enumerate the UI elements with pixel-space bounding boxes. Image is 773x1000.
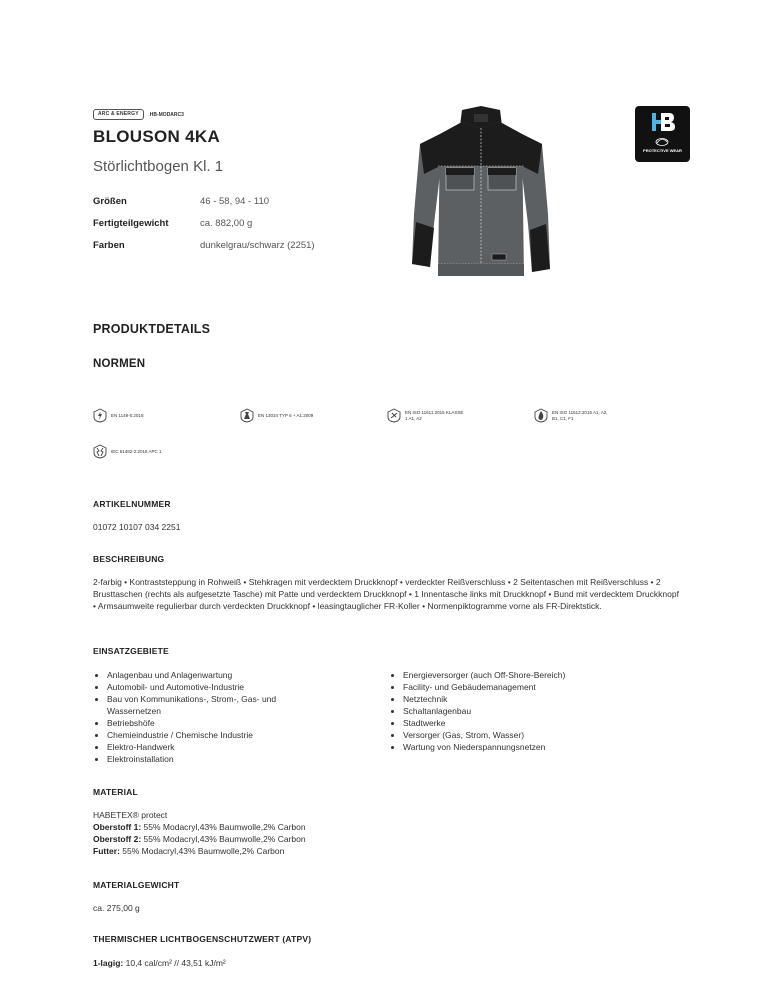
category-badge: ARC & ENERGY: [93, 109, 144, 120]
norm-item: [534, 408, 612, 423]
product-title: BLOUSON 4KA: [93, 127, 221, 146]
list-item: • Netztechnik: [403, 693, 679, 705]
material-line: [93, 845, 306, 857]
header-tags: [93, 109, 184, 120]
flame-protection-icon: [534, 408, 548, 423]
spec-table: [93, 196, 315, 262]
spec-label: Größen: [93, 196, 127, 207]
spec-row-weight: [93, 218, 315, 240]
static-electricity-icon: [93, 408, 107, 423]
welding-protection-icon: [387, 408, 401, 423]
list-item: • Energieversorger (auch Off-Shore-Bereich): [403, 669, 679, 681]
article-title: ARTIKELNUMMER: [93, 499, 171, 509]
list-item: • Elektro-Handwerk: [107, 741, 383, 753]
list-item: • Versorger (Gas, Strom, Wasser): [403, 729, 679, 741]
norm-label: EN ISO 11611:2015 KLASSE 1 A1, A2: [405, 409, 464, 421]
material-brand: HABETEX® protect: [93, 810, 168, 820]
hb-logo-icon: [635, 106, 690, 162]
spec-value: ca. 882,00 g: [200, 218, 253, 229]
usage-title: EINSATZGEBIETE: [93, 646, 169, 656]
material-line: [93, 821, 306, 833]
article-number: 01072 10107 034 2251: [93, 522, 181, 532]
description-title: BESCHREIBUNG: [93, 554, 165, 564]
atpv-line: [93, 957, 226, 969]
material-title: MATERIAL: [93, 787, 138, 797]
spec-row-colors: [93, 240, 315, 262]
product-code: HB-MODARC3: [149, 111, 184, 118]
material-label: Oberstoff 2:: [93, 834, 142, 844]
spec-label: Fertigteilgewicht: [93, 218, 169, 229]
usage-list-left: [93, 669, 383, 765]
spec-label: Farben: [93, 240, 125, 251]
list-item: • Bau von Kommunikations-, Strom-, Gas- und Wassernetzen: [107, 693, 327, 717]
section-title: PRODUKTDETAILS: [93, 322, 211, 336]
norm-item: [93, 444, 171, 459]
material-block: [93, 809, 306, 857]
norms-title: NORMEN: [93, 358, 146, 370]
material-value: 55% Modacryl,43% Baumwolle,2% Carbon: [143, 834, 306, 844]
description-text: 2-farbig • Kontraststeppung in Rohweiß • Stehkragen mit verdecktem Druckknopf • verdeckter Reißverschluss • 2 Seitentaschen mit Reißverschluss • 2 Brusttaschen (rechts als aufgesetzte Tasche) mit Patte und verdecktem Druckknopf • 1 Innentasche links mit Druckknopf • Bund mit verdecktem Druckknopf • Armsaumweite regulierbar durch verdeckten Druckknopf • leasingtauglicher FR-Koller • Normenpiktogramme vorne als FR-Direktstick.: [93, 577, 679, 611]
norm-label: EN 1149-5:2018: [111, 412, 144, 418]
product-image: [410, 104, 552, 282]
list-item: • Schaltanlagenbau: [403, 705, 679, 717]
list-item: • Automobil- und Automotive-Industrie: [107, 681, 383, 693]
atpv-value: 10,4 cal/cm² // 43,51 kJ/m²: [125, 958, 226, 968]
spec-row-sizes: [93, 196, 315, 218]
spec-value: dunkelgrau/schwarz (2251): [200, 240, 315, 251]
norm-item: [387, 408, 465, 423]
material-label: Futter:: [93, 846, 120, 856]
list-item: • Wartung von Niederspannungsnetzen: [403, 741, 679, 753]
product-subtitle: Störlichtbogen Kl. 1: [93, 158, 224, 175]
material-line: [93, 833, 306, 845]
list-item: • Stadtwerke: [403, 717, 679, 729]
norm-label: EN 13034 TYP 6 + A1:2009: [258, 412, 314, 418]
material-value: 55% Modacryl,43% Baumwolle,2% Carbon: [122, 846, 285, 856]
norm-label: IEC 61482-2:2018 APC 1: [111, 448, 162, 454]
material-label: Oberstoff 1:: [93, 822, 142, 832]
material-weight-title: MATERIALGEWICHT: [93, 880, 180, 890]
logo-caption: PROTECTIVE WEAR: [643, 148, 682, 153]
list-item: • Elektroinstallation: [107, 753, 383, 765]
list-item: • Chemieindustrie / Chemische Industrie: [107, 729, 383, 741]
usage-list-right: [389, 669, 679, 753]
atpv-title: THERMISCHER LICHTBOGENSCHUTZWERT (ATPV): [93, 934, 312, 944]
norm-item: [240, 408, 318, 423]
list-item: • Facility- und Gebäudemanagement: [403, 681, 679, 693]
norm-item: [93, 408, 171, 423]
material-weight-value: ca. 275,00 g: [93, 903, 140, 913]
spec-value: 46 - 58, 94 - 110: [200, 196, 270, 207]
atpv-label: 1-lagig:: [93, 958, 124, 968]
list-item: • Betriebshöfe: [107, 717, 383, 729]
material-value: 55% Modacryl,43% Baumwolle,2% Carbon: [143, 822, 306, 832]
chemical-protection-icon: [240, 408, 254, 423]
norm-label: EN ISO 11612:2015 A1, A2, B1, C1, F1: [552, 409, 608, 421]
list-item: • Anlagenbau und Anlagenwartung: [107, 669, 383, 681]
brand-logo: [635, 106, 690, 162]
electric-arc-icon: [93, 444, 107, 459]
